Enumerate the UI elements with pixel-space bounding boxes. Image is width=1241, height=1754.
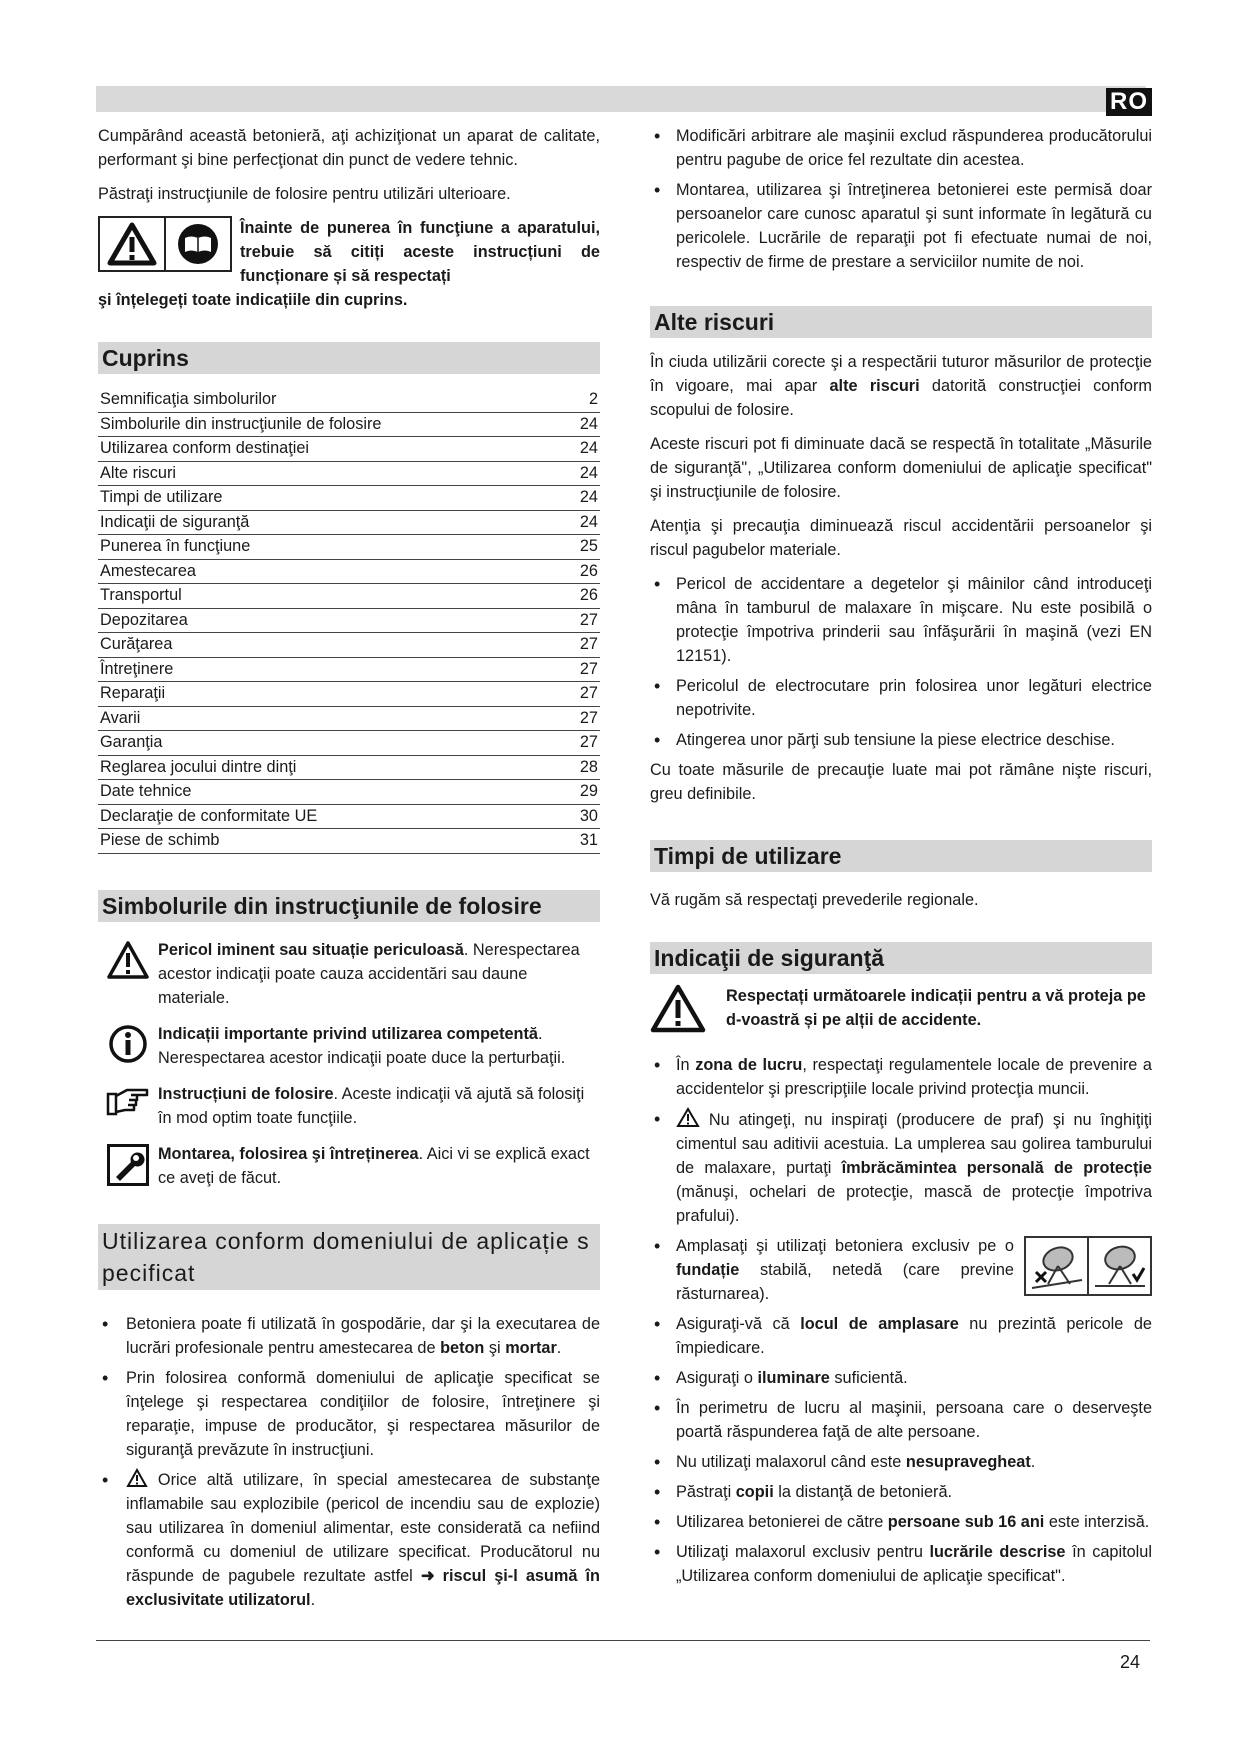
usage-list [98,1312,600,1612]
toc-entry-label: Transportul [98,584,556,609]
list-item: • Pericolul de electrocutare prin folosirea unor legături electrice nepotrivite. [650,674,1152,722]
toc-entry-page: 28 [556,755,600,780]
toc-entry-page: 24 [556,510,600,535]
intro-paragraph: Cumpărând această betonieră, aţi achiziţionat un aparat de calitate, performant şi bine perfecţionat din punct de vedere tehnic. [98,127,600,169]
toc-row [98,633,600,658]
danger-triangle-icon [106,940,150,980]
list-item: • Nu utilizaţi malaxorul când este nesupravegheat. [650,1450,1152,1474]
wrench-label: Montarea, folosirea şi întreținerea [158,1144,419,1163]
toc-entry-label: Piese de schimb [98,829,556,854]
warning-triangle-icon [100,218,166,270]
list-item: • Pericol de accidentare a degetelor şi mâinilor când introduceţi mâna în tamburul de malaxare în mişcare. Nu este posibilă o protecţie împotriva prinderii sau înfăşurării în maşină (vezi EN 12151). [650,572,1152,668]
toc-entry-label: Date tehnice [98,780,556,805]
toc-row [98,535,600,560]
toc-entry-page: 24 [556,412,600,437]
info-label: Indicații importante privind utilizarea competentă [158,1024,538,1043]
right-column [650,124,1152,1594]
warning-text: Înainte de punerea în funcţiune a aparatului, trebuie să citiți aceste instrucțiuni de funcționare și să respectați [240,219,600,285]
list-item: • În zona de lucru, respectaţi regulamentele locale de prevenire a accidentelor şi prescripţiile locale privind protecţia muncii. [650,1053,1152,1101]
toc-row [98,412,600,437]
toc-row [98,780,600,805]
toc-entry-page: 29 [556,780,600,805]
danger-text: Nerespectarea acestor indicaţii poate cauza accidentări sau daune materiale. [158,940,580,1007]
list-item: • În perimetru de lucru al maşinii, persoana care o deserveşte poartă răspunderea faţă de alte persoane. [650,1396,1152,1444]
mixer-wrong-icon [1026,1238,1089,1294]
toc-row [98,706,600,731]
list-item: • Utilizarea betonierei de către persoane sub 16 ani este interzisă. [650,1510,1152,1534]
toc-entry-label: Indicaţii de siguranţă [98,510,556,535]
toc-entry-label: Simbolurile din instrucţiunile de folosire [98,412,556,437]
toc-entry-label: Reglarea jocului dintre dinţi [98,755,556,780]
list-item: • Prin folosirea conformă domeniului de aplicaţie specificat se înţelege şi respectarea condiţiilor de folosire, întreţinere şi reparaţie, impuse de producător, şi respectarea măsurilor de siguranţă prevăzute în instrucţiuni. [98,1366,600,1462]
list-item: • Asiguraţi-vă că locul de amplasare nu prezintă pericole de împiedicare. [650,1312,1152,1360]
safety-warning: Respectați următoarele indicații pentru a vă proteja pe d-voastră și pe alții de accidente. [650,984,1152,1039]
toc-entry-label: Reparaţii [98,682,556,707]
toc-entry-page: 30 [556,804,600,829]
toc-entry-label: Întreţinere [98,657,556,682]
symbol-wrench: Montarea, folosirea şi întreținerea. Aici vi se explică exact ce aveţi de făcut. [98,1142,600,1190]
risks-title: Alte riscuri [650,306,1152,338]
risks-paragraph: Aceste riscuri pot fi diminuate dacă se respectă în totalitate „Măsurile de siguranţă", „Utilizarea conform domeniului de aplicaţie specificat" şi instrucţiunile de folosire. [650,435,1152,501]
toc-entry-page: 27 [556,706,600,731]
mixer-placement-illustration [1024,1236,1152,1296]
toc-entry-page: 26 [556,584,600,609]
toc-entry-label: Utilizarea conform destinaţiei [98,437,556,462]
toc-row [98,584,600,609]
warning-triangle-icon [676,1107,700,1128]
symbol-info: Indicații importante privind utilizarea competentă. Nerespectarea acestor indicaţii poate duce la perturbaţii. [98,1022,600,1070]
toc-row [98,682,600,707]
risks-paragraph: Atenţia şi precauţia diminuează riscul accidentării persoanelor şi riscul pagubelor materiale. [650,517,1152,559]
list-item: • Orice altă utilizare, în special amestecarea de substanţe inflamabile sau explozibile (pericol de incendiu sau de explozie) sau utilizarea în domeniul alimentar, este considerată ca nefiind conformă cu domeniul de utilizare specificat. Producătorul nu răspunde de pagubele rezultate astfel ➜ riscul şi-l asumă în exclusivitate utilizatorul. [98,1468,600,1612]
list-item: • Montarea, utilizarea şi întreţinerea betonierei este permisă doar persoanelor care cunosc aparatul şi sunt informate în legătură cu pericolele. Lucrările de reparaţii pot fi efectuate numai de noi, respectiv de firme de prestare a serviciilor numite de noi. [650,178,1152,274]
toc-row [98,559,600,584]
toc-entry-page: 2 [556,388,600,412]
page-number: 24 [1120,1652,1141,1672]
info-icon [108,1024,148,1064]
warning-text-continued: şi înțelegeți toate indicațiile din cuprins. [98,291,408,309]
toc-entry-page: 31 [556,829,600,854]
toc-row [98,388,600,412]
toc-entry-page: 24 [556,461,600,486]
toc-row [98,608,600,633]
read-manual-icon [166,218,230,270]
symbol-danger: Pericol iminent sau situație periculoasă. Nerespectarea acestor indicaţii poate cauza accidentări sau daune materiale. [98,938,600,1010]
risks-paragraph: În ciuda utilizării corecte şi a respectării tuturor măsurilor de protecţie în vigoare, mai apar alte riscuri datorită construcţiei conform scopului de folosire. [650,353,1152,419]
toc-entry-label: Semnificaţia simbolurilor [98,388,556,412]
warning-triangle-icon [126,1468,148,1488]
list-item: • Atingerea unor părţi sub tensiune la piese electrice deschise. [650,728,1152,752]
safety-title: Indicaţii de siguranţă [650,942,1152,974]
list-item: • Asiguraţi o iluminare suficientă. [650,1366,1152,1390]
risks-paragraph: Cu toate măsurile de precauţie luate mai pot rămâne nişte riscuri, greu definibile. [650,761,1152,803]
toc-entry-page: 27 [556,657,600,682]
toc-entry-page: 24 [556,486,600,511]
toc-entry-page: 25 [556,535,600,560]
list-item: • Păstraţi copii la distanţă de betonieră. [650,1480,1152,1504]
toc-title: Cuprins [98,342,600,374]
toc-entry-page: 27 [556,682,600,707]
read-instructions-warning [98,216,600,312]
usage-title: Utilizarea conform domeniului de aplicație s pecificat [98,1224,600,1290]
table-of-contents [98,388,600,854]
pointing-hand-icon [105,1084,151,1118]
toc-entry-label: Amestecarea [98,559,556,584]
toc-entry-label: Alte riscuri [98,461,556,486]
toc-row [98,731,600,756]
toc-row [98,510,600,535]
info-text: Nerespectarea acestor indicaţii poate duce la perturbaţii. [158,1048,566,1067]
symbols-title: Simbolurile din instrucţiunile de folosire [98,890,600,922]
wrench-text: Aici vi se explică exact ce aveţi de făcut. [158,1144,590,1187]
left-column [98,124,600,1618]
hand-label: Instrucțiuni de folosire [158,1084,334,1103]
safety-list [650,1053,1152,1588]
header-bar [96,86,1146,112]
list-item: • Betoniera poate fi utilizată în gospodărie, dar şi la executarea de lucrări profesionale pentru amestecarea de beton şi mortar. [98,1312,600,1360]
mixer-correct-icon [1089,1238,1150,1294]
toc-row [98,657,600,682]
toc-row [98,461,600,486]
hand-text: Aceste indicaţii vă ajută să folosiţi în mod optim toate funcţiile. [158,1084,585,1127]
toc-entry-label: Curăţarea [98,633,556,658]
warning-icon-box [98,216,232,272]
toc-entry-page: 24 [556,437,600,462]
toc-row [98,804,600,829]
toc-entry-label: Punerea în funcţiune [98,535,556,560]
list-item: • Amplasaţi şi utilizaţi betoniera exclusiv pe o fundație stabilă, netedă (care previne răsturnarea). [650,1234,1152,1306]
wrench-icon [107,1144,149,1186]
risks-list [650,572,1152,752]
toc-entry-label: Avarii [98,706,556,731]
liability-list [650,124,1152,274]
toc-row [98,829,600,854]
toc-entry-page: 27 [556,633,600,658]
language-badge: RO [1106,88,1152,116]
toc-entry-label: Garanţia [98,731,556,756]
toc-entry-label: Declaraţie de conformitate UE [98,804,556,829]
list-item: • Modificări arbitrare ale maşinii exclud răspunderea producătorului pentru pagube de orice fel rezultate din acestea. [650,124,1152,172]
toc-entry-page: 27 [556,608,600,633]
toc-entry-label: Timpi de utilizare [98,486,556,511]
danger-label: Pericol iminent sau situație periculoasă [158,940,464,959]
keep-instructions-paragraph: Păstraţi instrucţiunile de folosire pentru utilizări ulterioare. [98,185,511,203]
symbol-hand: Instrucțiuni de folosire. Aceste indicaţii vă ajută să folosiţi în mod optim toate funcţiile. [98,1082,600,1130]
toc-entry-label: Depozitarea [98,608,556,633]
times-paragraph: Vă rugăm să respectaţi prevederile regionale. [650,891,979,909]
toc-entry-page: 26 [556,559,600,584]
list-item: • Utilizaţi malaxorul exclusiv pentru lucrările descrise în capitolul „Utilizarea conform domeniului de aplicaţie specificat". [650,1540,1152,1588]
list-item: • Nu atingeţi, nu inspiraţi (producere de praf) şi nu înghiţiţi cimentul sau aditivii acestuia. La umplerea sau golirea tamburului de malaxare, purtaţi îmbrăcămintea personală de protecție (mănuşi, ochelari de protecţie, mască de protecţie împotriva prafului). [650,1107,1152,1228]
toc-row [98,755,600,780]
toc-entry-page: 27 [556,731,600,756]
warning-triangle-icon [650,984,706,1034]
times-title: Timpi de utilizare [650,840,1152,872]
arrow-icon: ➜ [420,1566,435,1585]
toc-row [98,437,600,462]
footer-rule [96,1640,1150,1641]
toc-row [98,486,600,511]
